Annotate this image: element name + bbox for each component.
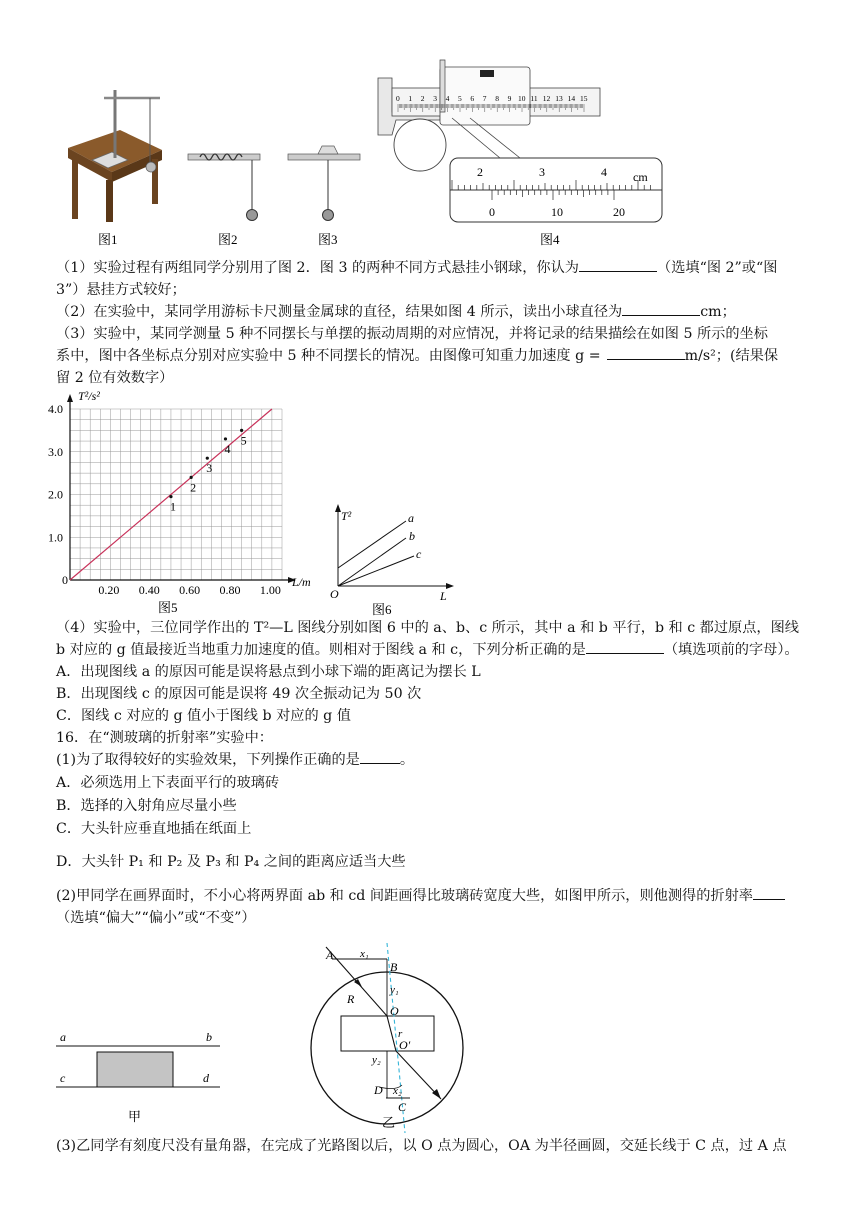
fig5-y-tick: 2.0 [48,487,63,502]
caliper-number: 0 [396,94,400,103]
caliper-number: 2 [420,94,425,103]
caliper-number: 3 [433,94,437,103]
zoom-vernier-number: 0 [489,205,495,219]
fig5-point-label: 3 [206,461,213,476]
fig1-table-stand [68,90,162,222]
fig5-y-tick: 4.0 [48,402,63,416]
fig5-origin: 0 [62,573,68,587]
zoom-vernier-number: 10 [551,205,563,219]
q1-text-a: （1）实验过程有两组同学分别用了图 2．图 3 的两种不同方式悬挂小钢球，你认为 [56,260,579,276]
zoom-main-number: 4 [601,165,607,179]
q3-blank[interactable] [607,359,685,360]
zoom-vernier-number: 20 [613,205,625,219]
zoom-main-number: 2 [477,165,483,179]
label-b: b [206,1030,212,1044]
q16-3-text: (3)乙同学有刻度尺没有量角器，在完成了光路图以后，以 O 点为圆心，OA 为半径画圆，交延长线于 C 点，过 A 点 [56,1138,787,1154]
fig5-data-point [169,495,172,498]
fig2-hanger [188,154,260,221]
zoom-unit: cm [633,170,648,184]
fig5-x-tick: 0.20 [98,583,120,597]
fig5-data-point [190,476,193,479]
fig6-label-c: c [416,547,422,561]
fig6-label-b: b [409,529,415,543]
refraction-figures [0,935,860,1135]
q3-text-a: （3）实验中，某同学测量 5 种不同摆长与单摆的振动周期的对应情况，并将记录的结果描绘在如图 5 所示的坐标 [56,326,768,342]
caption-fig3: 图3 [318,232,338,247]
fig5-data-point [240,429,243,432]
fig5-point-label: 5 [240,433,247,448]
fig5-point-label: 1 [169,499,176,514]
fig5-x-tick: 0.80 [219,583,241,597]
fig5-y-tick: 3.0 [48,444,63,459]
label-y2: y₂ [372,1054,381,1066]
q16-1-blank[interactable] [360,763,400,764]
label-c: c [60,1071,66,1085]
apparatus-figures [0,0,860,250]
q3-text-b: 系中，图中各坐标点分别对应实验中 5 种不同摆长的情况。由图像可知重力加速度 g = [56,348,601,364]
q2-line [56,302,816,322]
caliper-number: 14 [567,94,576,103]
label-O: O [390,1004,399,1018]
q16-option-a: A．必须选用上下表面平行的玻璃砖 [56,775,280,791]
q4-option-b: B．出现图线 c 的原因可能是误将 49 次全振动记为 50 次 [56,686,422,702]
caliper-number: 1 [408,94,413,103]
q16-1-end: 。 [399,752,415,768]
caliper-number: 4 [445,94,450,103]
fig5-data-point [224,437,227,440]
q16-1-text: (1)为了取得较好的实验效果，下列操作正确的是 [56,752,360,768]
fig6-label-a: a [408,511,414,525]
fig3-hanger [288,146,360,221]
caption-fig5: 图5 [158,600,178,615]
label-C: C [398,1100,407,1114]
q4-text-c: （填选项前的字母）。 [663,642,799,658]
q16-option-b: B．选择的入射角应尽量小些 [56,798,237,814]
label-r: r [398,1028,403,1040]
caliper-number: 6 [470,94,475,103]
q16-option-c: C．大头针应垂直地插在纸面上 [56,821,252,837]
caliper-number: 5 [458,94,462,103]
q4-option-a: A．出现图线 a 的原因可能是误将悬点到小球下端的距离记为摆长 L [56,664,481,680]
label-a: a [60,1030,66,1044]
fig-yi [311,943,463,1133]
fig-jia [56,1030,220,1124]
caption-jia: 甲 [128,1109,142,1124]
fig5-x-label: L/m [292,575,311,589]
q2-text: （2）在实验中，某同学用游标卡尺测量金属球的直径，结果如图 4 所示，读出小球直径为 [56,304,623,320]
caliper-number: 10 [518,94,526,103]
fig5-x-tick: 0.60 [179,583,201,597]
q4-text-a: （4）实验中，三位同学作出的 T²—L 图线分别如图 6 中的 a、b、c 所示，其中 a 和 b 平行，b 和 c 都过原点，图线 [56,620,799,636]
q16-title: 16．在“测玻璃的折射率”实验中： [56,730,273,746]
label-R: R [347,992,355,1006]
label-d: d [203,1071,209,1085]
fig5-y-label: T²/s² [78,389,100,403]
caption-fig4: 图4 [540,232,560,247]
q4-text-b: b 对应的 g 值最接近当地重力加速度的值。则相对于图线 a 和 c，下列分析正确的是 [56,642,586,658]
q16-2-text-a: (2)甲同学在画界面时，不小心将两界面 ab 和 cd 间距画得比玻璃砖宽度大些，如图甲所示，则他测得的折射率 [56,888,753,904]
caliper-number: 9 [507,94,512,103]
label-B: B [390,960,398,974]
q3-text-d: 留 2 位有效数字） [56,370,174,386]
fig6-line-a [338,521,406,568]
caliper-number: 7 [482,94,487,103]
caliper-number: 13 [555,94,563,103]
fig6-origin: O [330,587,339,601]
q1-text-b: （选填“图 2”或“图 [657,260,778,276]
caption-fig1: 图1 [98,232,118,247]
q16-1-line [56,750,816,770]
fig5-data-point [206,457,209,460]
fig5-point-label: 4 [224,441,231,456]
caliper-number: 11 [530,94,538,103]
fig5-grid [70,409,282,580]
q2-blank[interactable] [622,315,700,316]
fig6-line-b [338,538,406,586]
q2-unit: cm； [700,304,736,320]
q16-2-blank[interactable] [753,899,785,900]
label-D: D [374,1083,383,1097]
label-y1: y₁ [390,984,399,996]
caption-fig6: 图6 [372,602,392,617]
q3-text-c: m/s²；(结果保 [684,348,779,364]
q16-option-d: D．大头针 P₁ 和 P₂ 及 P₃ 和 P₄ 之间的距离应适当大些 [56,854,406,870]
label-x1: x₁ [360,948,369,960]
fig5-fig6 [0,388,460,620]
q4-line [56,640,816,660]
q16-2-line [56,886,816,906]
label-A: A [326,948,334,962]
q1-blank[interactable] [579,271,657,272]
q4-blank[interactable] [586,653,664,654]
label-O-prime: O′ [399,1038,411,1052]
fig4-caliper [378,60,662,222]
fig5-x-tick: 0.40 [138,583,160,597]
fig5-x-tick: 1.00 [259,583,281,597]
caliper-number: 15 [580,94,588,103]
zoom-main-number: 3 [539,165,545,179]
q3-line [56,346,816,366]
label-x2: x₂ [393,1085,402,1097]
fig5-point-label: 2 [190,480,197,495]
caption-yi: 乙 [382,1115,396,1130]
caption-fig2: 图2 [218,232,238,247]
q4-option-c: C．图线 c 对应的 g 值小于图线 b 对应的 g 值 [56,708,351,724]
caliper-number: 8 [495,94,499,103]
caliper-number: 12 [542,94,551,103]
q16-2-text-b: （选填“偏大”“偏小”或“不变”） [56,910,256,926]
q1-text-c: 3”）悬挂方式较好； [56,282,186,298]
q1-line [56,258,816,278]
fig6-y-label: T² [341,509,352,523]
fig6-x-label: L [440,589,447,603]
fig5-y-tick: 1.0 [48,530,63,545]
